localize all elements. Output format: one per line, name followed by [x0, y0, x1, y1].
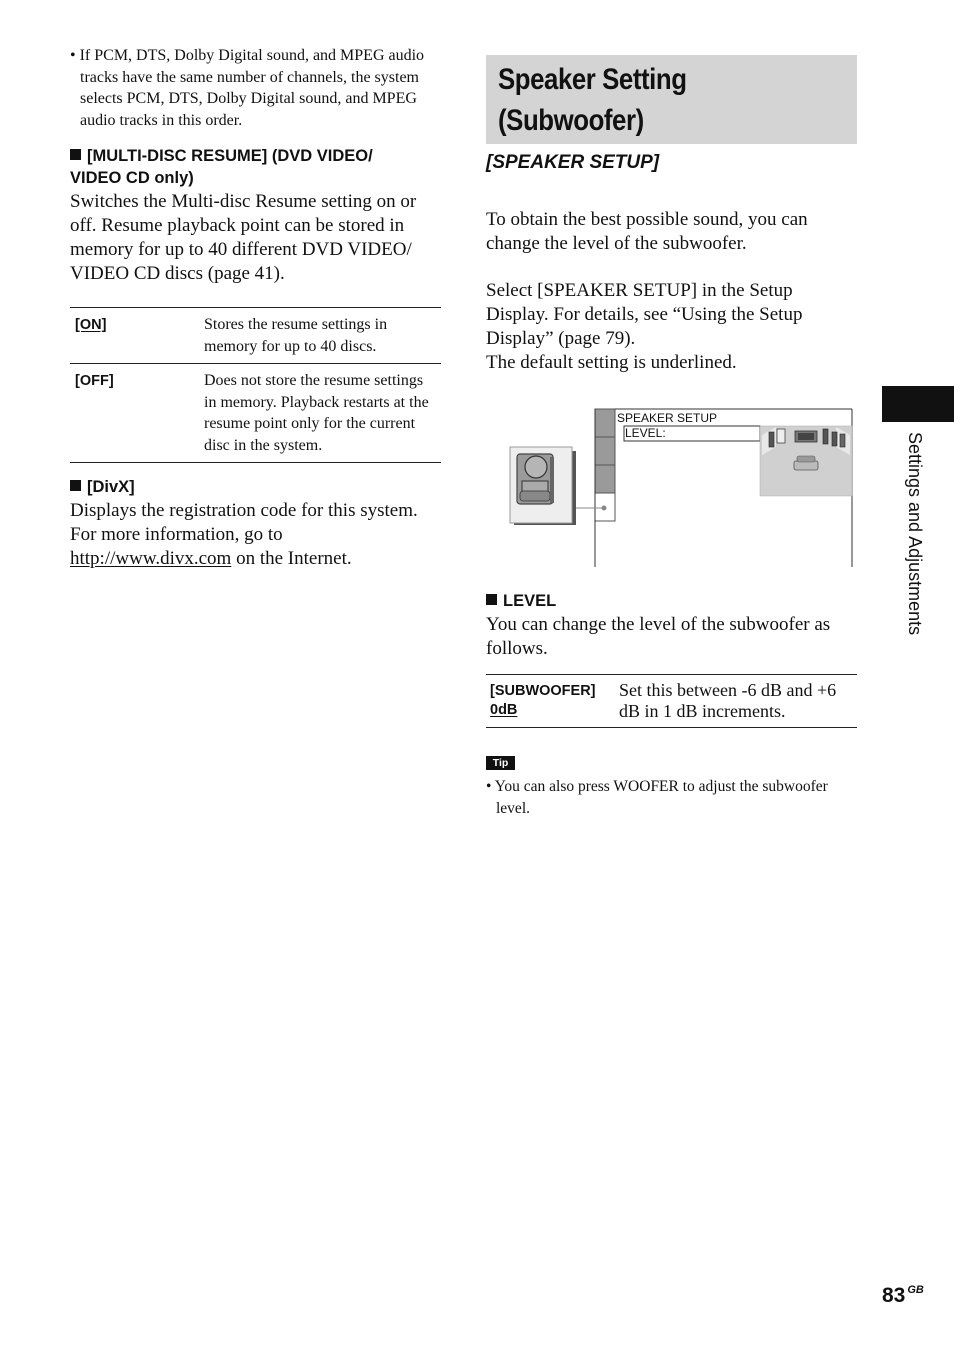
option-key-on: [ON] [75, 317, 107, 333]
level-body: You can change the level of the subwoofer as follows. [486, 614, 831, 659]
section-tab-marker [882, 386, 954, 422]
square-bullet-icon [486, 594, 497, 605]
divx-heading: [DivX] [70, 476, 442, 498]
divx-body: Displays the registration code for this system. For more information, go to http://www.divx.com on the Internet. [70, 500, 418, 569]
option-desc-subwoofer: Set this between -6 dB and +6 dB in 1 dB increments. [619, 680, 837, 721]
setup-display-illustration [486, 405, 858, 567]
setup-display-graphic [486, 405, 858, 567]
page-title-line1: Speaker Setting [498, 63, 687, 96]
intro-text: To obtain the best possible sound, you can change the level of the subwoofer. [486, 209, 808, 254]
tip-badge: Tip [486, 756, 515, 770]
select-instructions: Select [SPEAKER SETUP] in the Setup Display. For details, see “Using the Setup Display” (page 79). The default setting is underlined. [486, 280, 803, 373]
osd-level-label: LEVEL: [625, 426, 666, 440]
tip-text: • You can also press WOOFER to adjust the subwoofer level. [486, 778, 828, 817]
square-bullet-icon [70, 149, 81, 160]
option-key-off: [OFF] [75, 373, 114, 389]
multi-disc-heading-line2: VIDEO CD only) [70, 169, 194, 187]
page-title [486, 55, 857, 144]
section-subtitle: [SPEAKER SETUP] [486, 152, 660, 173]
osd-header: SPEAKER SETUP [617, 411, 718, 425]
page-number-suffix: GB [907, 1284, 924, 1296]
level-section [486, 590, 856, 661]
default-note: The default setting is underlined. [486, 352, 737, 373]
table-row [70, 308, 441, 364]
multi-disc-options-table [70, 307, 441, 463]
section-tab-label: Settings and Adjustments [905, 432, 925, 636]
multi-disc-section [70, 145, 442, 286]
multi-disc-body: Switches the Multi-disc Resume setting on or off. Resume playback point can be stored in memory for up to 40 different DVD VIDEO/ VIDEO CD discs (page 41). [70, 191, 417, 284]
option-desc-on: Stores the resume settings in memory for up to 40 discs. [204, 316, 388, 355]
divx-link[interactable]: http://www.divx.com [70, 548, 232, 569]
multi-disc-heading-line1: [MULTI-DISC RESUME] (DVD VIDEO/ [87, 147, 373, 165]
page-number: 83 $^{GB}$ [882, 1284, 924, 1307]
option-default-value: 0dB [490, 702, 518, 718]
multi-disc-heading [70, 145, 442, 189]
level-heading: LEVEL [486, 590, 856, 612]
square-bullet-icon [70, 480, 81, 491]
level-options-table [486, 674, 857, 728]
divx-section [70, 476, 442, 571]
page-title-line2: (Subwoofer) [498, 104, 644, 137]
table-row [70, 364, 441, 463]
option-key-subwoofer: [SUBWOOFER] 0dB [490, 683, 596, 718]
note-bullet: • If PCM, DTS, Dolby Digital sound, and MPEG audio tracks have the same number of channels, the system selects PCM, DTS, Dolby Digital sound, and MPEG audio tracks in this order. [70, 47, 425, 129]
option-desc-off: Does not store the resume settings in memory. Playback restarts at the resume point only for the current disc in the system. [204, 372, 429, 454]
